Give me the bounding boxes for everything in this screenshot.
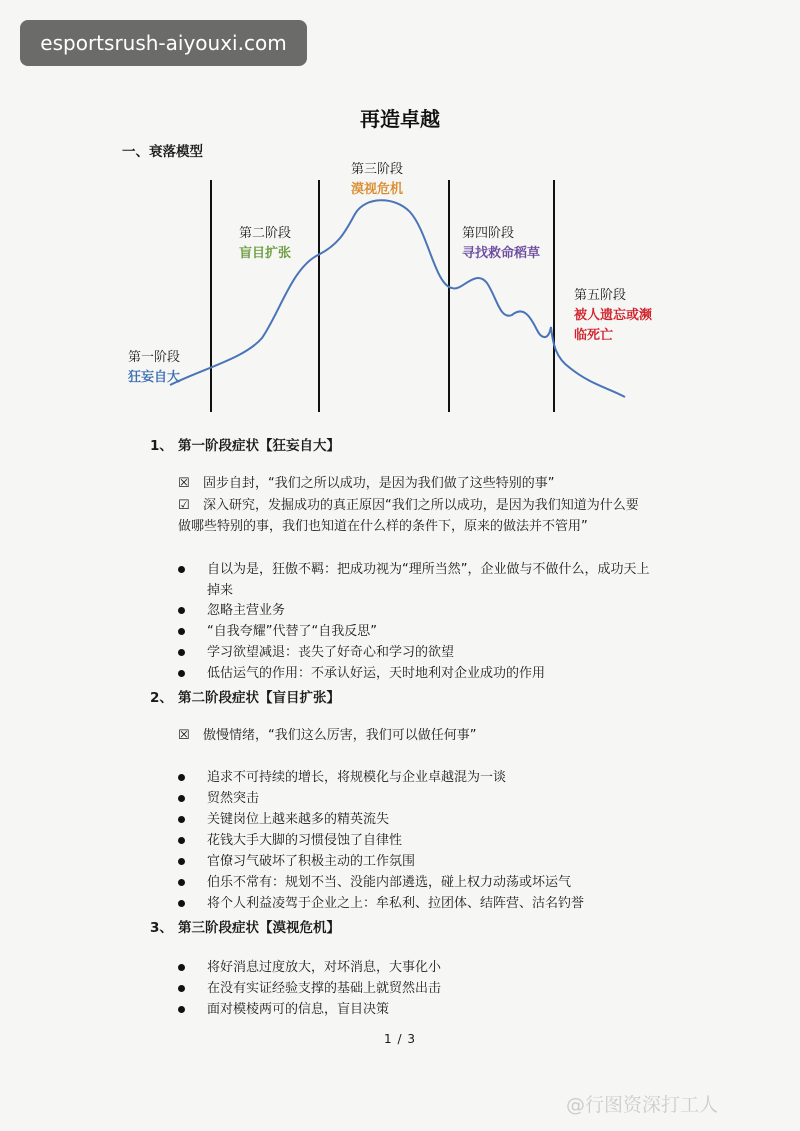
list-item (178, 663, 683, 684)
page-number: 1 / 3 (384, 1032, 416, 1046)
list-item-text: 自以为是，狂傲不羁：把成功视为“理所当然”，企业做与不做什么，成功天上 (207, 562, 650, 577)
bullet-icon (178, 858, 185, 865)
list-item-text: 将好消息过度放大，对坏消息，大事化小 (207, 960, 442, 975)
list-item (178, 851, 683, 872)
heading-number: 2、 (150, 690, 173, 706)
checkbox-crossed-icon: ☒ (178, 476, 190, 491)
bullet-icon (178, 774, 185, 781)
bullet-icon (178, 816, 185, 823)
stage-4-title: 第四阶段 (462, 226, 515, 241)
watermark: @行图资深打工人 (566, 1094, 719, 1116)
list-item-text: 在没有实证经验支撑的基础上就贸然出击 (207, 981, 442, 996)
list-item-text: 追求不可持续的增长，将规模化与企业卓越混为一谈 (207, 770, 507, 785)
bullet-icon (178, 628, 185, 635)
list-item-text: 关键岗位上越来越多的精英流失 (207, 812, 390, 827)
list-item-text: 面对模棱两可的信息，盲目决策 (207, 1002, 390, 1017)
stage-1-label (128, 348, 180, 388)
list-item (178, 830, 683, 851)
list-item-text: 贸然突击 (207, 791, 260, 806)
site-banner: esportsrush-aiyouxi.com (20, 20, 307, 66)
check-item (178, 495, 688, 516)
check-item (178, 473, 688, 494)
stage-3-label (351, 160, 403, 200)
bullet-icon (178, 837, 185, 844)
stage-1-name: 狂妄自大 (128, 370, 181, 385)
list-item-text: 花钱大手大脚的习惯侵蚀了自律性 (207, 833, 403, 848)
stage-3-name: 漠视危机 (351, 182, 404, 197)
bullet-icon (178, 1006, 185, 1013)
page-title: 再造卓越 (360, 107, 440, 131)
checkbox-checked-icon: ☑ (178, 498, 190, 513)
heading-number: 1、 (150, 438, 173, 454)
stage-4-name: 寻找救命稻草 (462, 246, 541, 261)
stage-2-title: 第二阶段 (239, 226, 292, 241)
stage-2-name: 盲目扩张 (239, 246, 292, 261)
stage-2-label (239, 224, 291, 264)
list-item-text: 忽略主营业务 (207, 603, 286, 618)
list-item (178, 872, 683, 893)
list-item (178, 767, 683, 788)
check-item (178, 725, 688, 746)
checkbox-crossed-icon: ☒ (178, 728, 190, 743)
list-item (178, 621, 683, 642)
check-item-continuation: 做哪些特别的事，我们也知道在什么样的条件下，原来的做法并不管用” (178, 519, 588, 534)
heading-number: 3、 (150, 920, 173, 936)
list-item-text: 官僚习气破坏了积极主动的工作氛围 (207, 854, 416, 869)
stage-5-name-cont: 临死亡 (574, 328, 614, 343)
stage-1-title: 第一阶段 (128, 350, 181, 365)
heading-text: 第三阶段症状【漠视危机】 (178, 920, 340, 936)
list-item-text: 将个人利益凌驾于企业之上：牟私利、拉团体、结阵营、沽名钓誉 (207, 896, 585, 911)
list-item (178, 559, 683, 601)
bullet-icon (178, 566, 185, 573)
symptom-heading-2 (150, 686, 340, 706)
list-item (178, 978, 683, 999)
list-item-continuation: 掉来 (207, 583, 234, 598)
stage-3-title: 第三阶段 (351, 162, 404, 177)
stage-5-name: 被人遗忘或濒 (574, 308, 653, 323)
bullet-icon (178, 879, 185, 886)
bullet-icon (178, 964, 185, 971)
heading-text: 第一阶段症状【狂妄自大】 (178, 438, 340, 454)
decline-model-diagram (0, 0, 800, 420)
heading-text: 第二阶段症状【盲目扩张】 (178, 690, 340, 706)
list-item (178, 893, 683, 914)
list-item (178, 600, 683, 621)
stage-5-label (574, 286, 652, 346)
list-item (178, 957, 683, 978)
check-item-text: 深入研究，发掘成功的真正原因“我们之所以成功，是因为我们知道为什么要 (203, 498, 639, 513)
check-item-text: 傲慢情绪，“我们这么厉害，我们可以做任何事” (203, 728, 477, 743)
list-item-text: 低估运气的作用：不承认好运，天时地利对企业成功的作用 (207, 666, 546, 681)
list-item (178, 642, 683, 663)
section-heading-decline-model: 一、衰落模型 (122, 144, 203, 160)
bullet-icon (178, 795, 185, 802)
list-item (178, 809, 683, 830)
list-item-text: “自我夸耀”代替了“自我反思” (207, 624, 377, 639)
stage-4-label (462, 224, 540, 264)
list-item-text: 伯乐不常有：规划不当、没能内部遴选，碰上权力动荡或坏运气 (207, 875, 572, 890)
bullet-icon (178, 649, 185, 656)
bullet-icon (178, 900, 185, 907)
stage-5-title: 第五阶段 (574, 288, 627, 303)
bullet-icon (178, 985, 185, 992)
list-item (178, 999, 683, 1020)
bullet-icon (178, 670, 185, 677)
list-item-text: 学习欲望减退：丧失了好奇心和学习的欲望 (207, 645, 455, 660)
bullet-icon (178, 607, 185, 614)
symptom-heading-1 (150, 434, 340, 454)
symptom-heading-3 (150, 916, 340, 936)
list-item (178, 788, 683, 809)
check-item-text: 固步自封，“我们之所以成功，是因为我们做了这些特别的事” (203, 476, 555, 491)
